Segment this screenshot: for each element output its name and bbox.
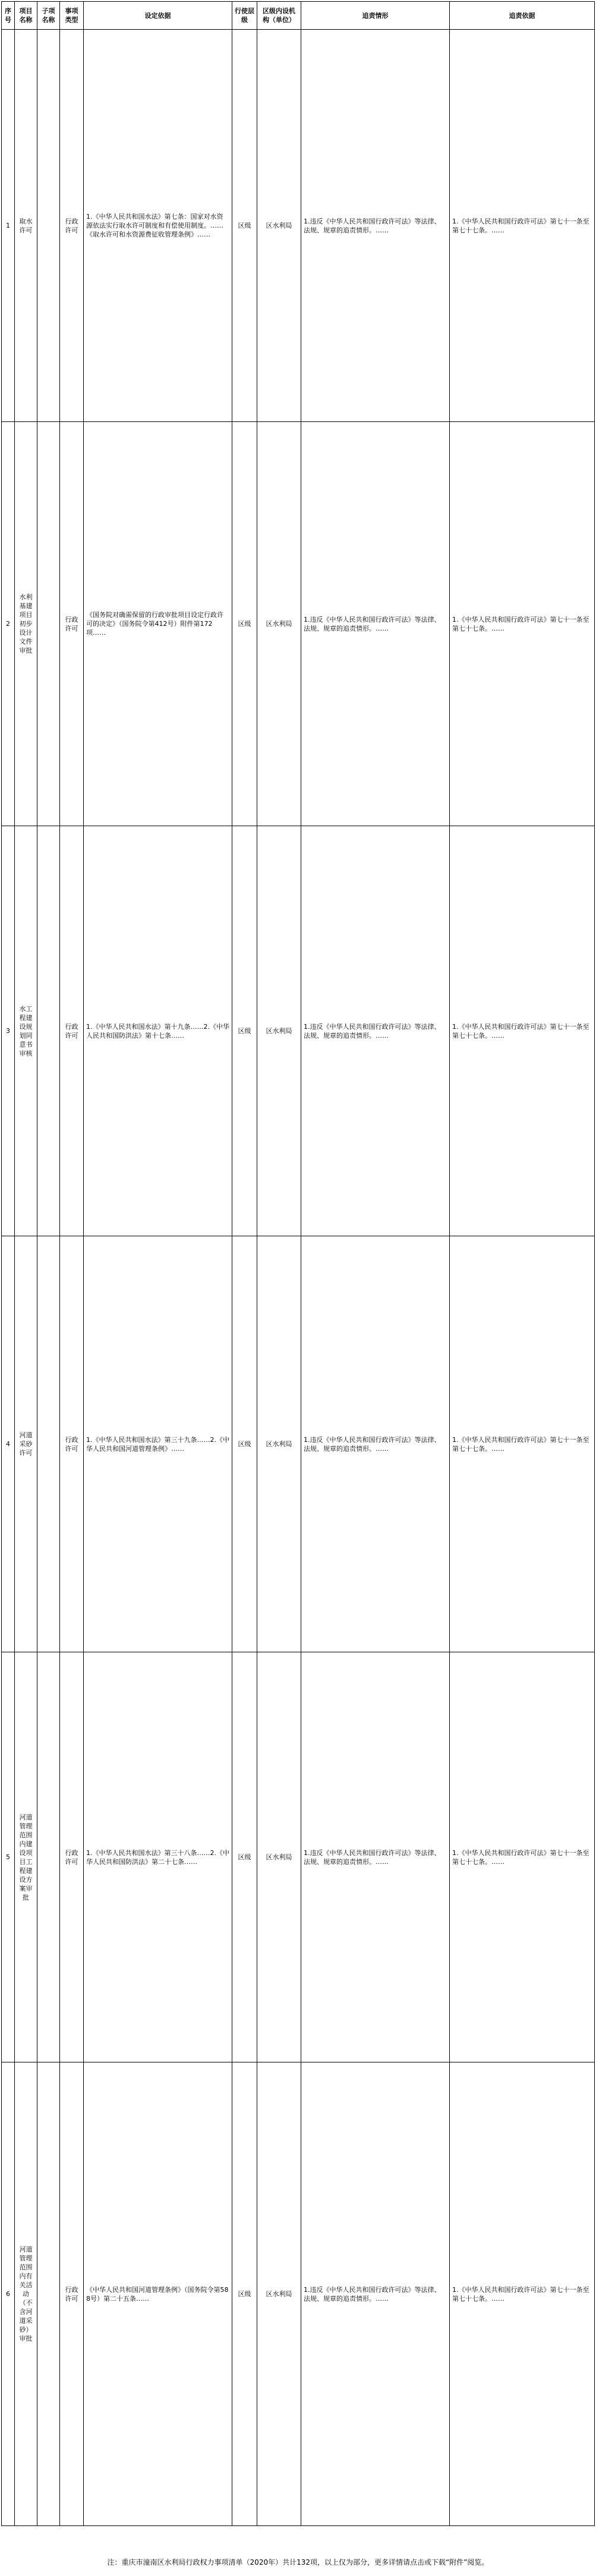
cell-name: 河道管理范围内有关活动（不含河道采砂）审批 (15, 2062, 37, 2526)
cell-basis: 1.《中华人民共和国水法》第三十九条……2.《中华人民共和国河道管理条例》…… (84, 1236, 232, 1652)
cell-no: 1 (2, 30, 15, 422)
cell-duty: 1.违反《中华人民共和国行政许可法》等法律、法规、规章的追责情形。…… (301, 826, 450, 1236)
cell-sub (37, 1236, 60, 1652)
cell-law: 1.《中华人民共和国行政许可法》第七十一条至第七十七条。…… (450, 1652, 595, 2062)
cell-dept: 区水利局 (257, 826, 301, 1236)
cell-no: 4 (2, 1236, 15, 1652)
header-dept: 区级内设机构（单位） (257, 2, 301, 30)
cell-basis: 《国务院对确需保留的行政审批项目设定行政许可的决定》（国务院令第412号）附件第172项…… (84, 422, 232, 826)
cell-sub (37, 2062, 60, 2526)
header-duty: 追责情形 (301, 2, 450, 30)
cell-basis: 1.《中华人民共和国水法》第十九条……2.《中华人民共和国防洪法》第十七条…… (84, 826, 232, 1236)
cell-no: 5 (2, 1652, 15, 2062)
cell-sub (37, 826, 60, 1236)
cell-basis: 1.《中华人民共和国水法》第三十八条……2.《中华人民共和国防洪法》第二十七条…… (84, 1652, 232, 2062)
table-header-row (2, 2, 595, 30)
cell-type: 行政许可 (60, 2062, 84, 2526)
header-basis: 设定依据 (84, 2, 232, 30)
cell-dept: 区水利局 (257, 422, 301, 826)
cell-law: 1.《中华人民共和国行政许可法》第七十一条至第七十七条。…… (450, 1236, 595, 1652)
cell-dept: 区水利局 (257, 1652, 301, 2062)
table-row (2, 30, 595, 422)
cell-duty: 1.违反《中华人民共和国行政许可法》等法律、法规、规章的追责情形。…… (301, 1236, 450, 1652)
cell-name: 河道采砂许可 (15, 1236, 37, 1652)
cell-sub (37, 30, 60, 422)
cell-no: 3 (2, 826, 15, 1236)
cell-no: 2 (2, 422, 15, 826)
cell-law: 1.《中华人民共和国行政许可法》第七十一条至第七十七条。…… (450, 826, 595, 1236)
cell-no: 6 (2, 2062, 15, 2526)
table-row (2, 826, 595, 1236)
cell-dept: 区水利局 (257, 30, 301, 422)
cell-law: 1.《中华人民共和国行政许可法》第七十一条至第七十七条。…… (450, 30, 595, 422)
cell-type: 行政许可 (60, 422, 84, 826)
cell-sub (37, 1652, 60, 2062)
cell-level: 区级 (232, 30, 257, 422)
cell-type: 行政许可 (60, 826, 84, 1236)
cell-duty: 1.违反《中华人民共和国行政许可法》等法律、法规、规章的追责情形。…… (301, 1652, 450, 2062)
cell-type: 行政许可 (60, 30, 84, 422)
header-level: 行使层级 (232, 2, 257, 30)
table-row (2, 422, 595, 826)
cell-sub (37, 422, 60, 826)
cell-name: 河道管理范围内建设项目工程建设方案审批 (15, 1652, 37, 2062)
header-no: 序号 (2, 2, 15, 30)
cell-level: 区级 (232, 1652, 257, 2062)
power-list-table (1, 1, 595, 2526)
cell-duty: 1.违反《中华人民共和国行政许可法》等法律、法规、规章的追责情形。…… (301, 30, 450, 422)
cell-basis: 1.《中华人民共和国水法》第七条：国家对水资源依法实行取水许可制度和有偿使用制度。……《取水许可和水资源费征收管理条例》…… (84, 30, 232, 422)
footer-note: 注：重庆市潼南区水利局行政权力事项清单（2020年）共计132项，以上仅为部分，更多详情请点击或下载“附件”阅览。 (107, 2558, 489, 2566)
cell-basis: 《中华人民共和国河道管理条例》（国务院令第588号）第二十五条…… (84, 2062, 232, 2526)
table-row (2, 1652, 595, 2062)
cell-level: 区级 (232, 422, 257, 826)
cell-type: 行政许可 (60, 1236, 84, 1652)
cell-name: 水工程建设规划同意书审核 (15, 826, 37, 1236)
table-row (2, 1236, 595, 1652)
header-type: 事项类型 (60, 2, 84, 30)
cell-level: 区级 (232, 826, 257, 1236)
cell-dept: 区水利局 (257, 1236, 301, 1652)
cell-law: 1.《中华人民共和国行政许可法》第七十一条至第七十七条。…… (450, 2062, 595, 2526)
cell-duty: 1.违反《中华人民共和国行政许可法》等法律、法规、规章的追责情形。…… (301, 2062, 450, 2526)
cell-name: 水利基建项目初步设计文件审批 (15, 422, 37, 826)
table-row (2, 2062, 595, 2526)
header-law: 追责依据 (450, 2, 595, 30)
cell-type: 行政许可 (60, 1652, 84, 2062)
header-name: 项目名称 (15, 2, 37, 30)
cell-level: 区级 (232, 2062, 257, 2526)
cell-duty: 1.违反《中华人民共和国行政许可法》等法律、法规、规章的追责情形。…… (301, 422, 450, 826)
cell-law: 1.《中华人民共和国行政许可法》第七十一条至第七十七条。…… (450, 422, 595, 826)
cell-level: 区级 (232, 1236, 257, 1652)
cell-dept: 区水利局 (257, 2062, 301, 2526)
cell-name: 取水许可 (15, 30, 37, 422)
header-sub: 子项名称 (37, 2, 60, 30)
